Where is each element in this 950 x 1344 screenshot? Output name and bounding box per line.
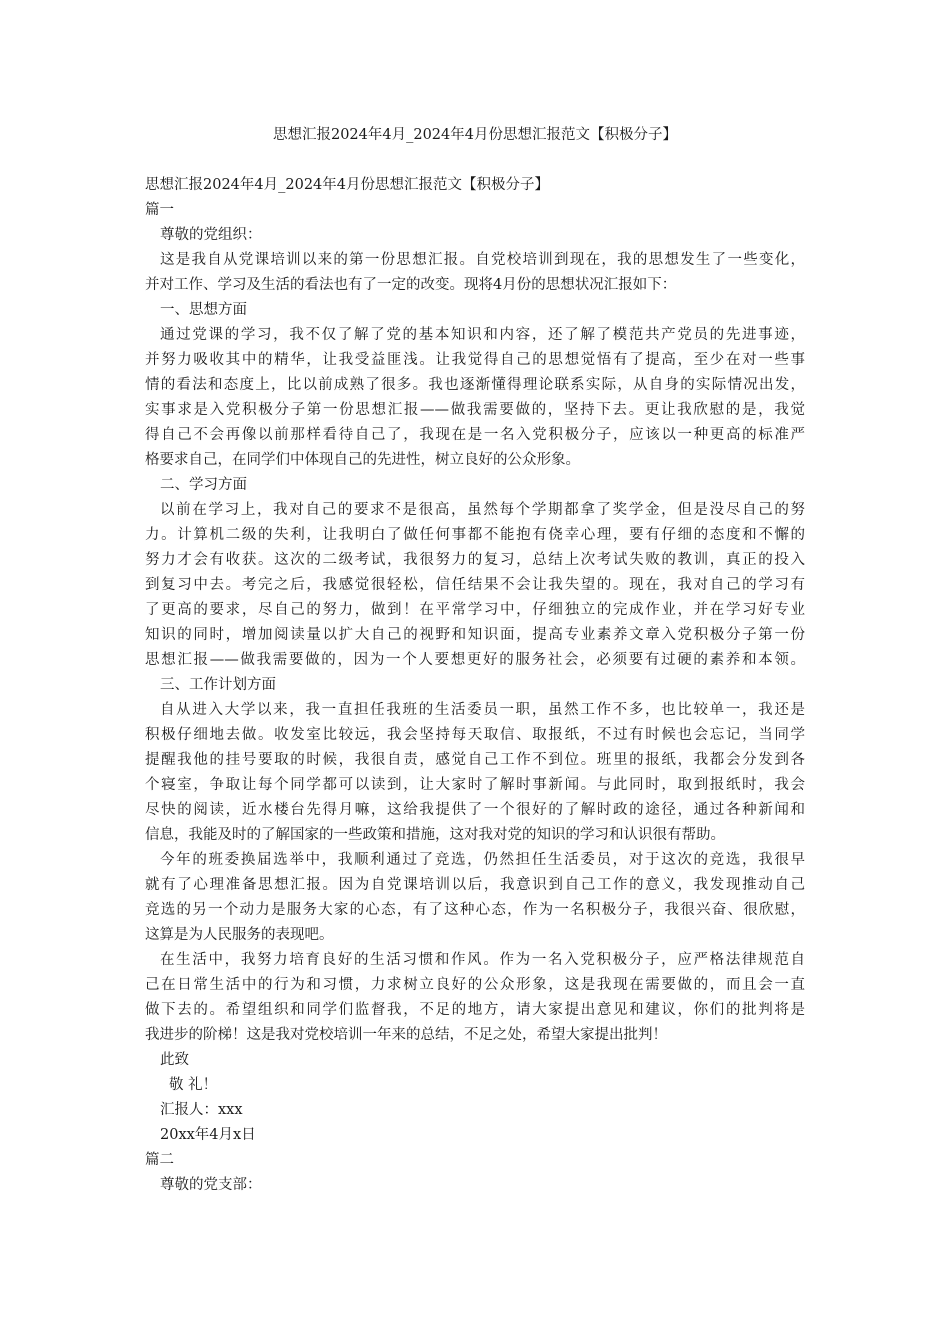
text-line: 尊敬的党支部：	[160, 1177, 262, 1193]
text-line: 积极仔细地去做。收发室比较远，我会坚持每天取信、取报纸，不过有时候也会忘记，当同学	[145, 727, 805, 743]
text-line: 竞选的另一个动力是服务大家的心态，有了这种心态，作为一名积极分子，我很兴奋、很欣慰，	[145, 902, 805, 918]
text-line: 了更高的要求，尽自己的努力，做到！在平常学习中，仔细独立的完成作业，并在学习好专业	[145, 602, 805, 618]
text-line: 就有了心理准备思想汇报。因为自党课培训以后，我意识到自己工作的意义，我发现推动自己	[145, 877, 805, 893]
text-line: 思想汇报——做我需要做的，因为一个人要想更好的服务社会，必须要有过硬的素养和本领。	[145, 652, 805, 668]
text-line: 个寝室，争取让每个同学都可以读到，让大家时了解时事新闻。与此同时，取到报纸时，我会	[145, 777, 805, 793]
text-line: 二、学习方面	[160, 477, 247, 493]
text-line: 得自己不会再像以前那样看待自己了，我现在是一名入党积极分子，应该以一种更高的标准严	[145, 427, 805, 443]
text-line: 情的看法和态度上，比以前成熟了很多。我也逐渐懂得理论联系实际，从自身的实际情况出发，	[145, 377, 805, 393]
text-line: 努力才会有收获。这次的二级考试，我很努力的复习，总结上次考试失败的教训，真正的投入	[145, 552, 805, 568]
text-line: 知识的同时，增加阅读量以扩大自己的视野和知识面，提高专业素养文章入党积极分子第一份	[145, 627, 805, 643]
text-line: 此致	[160, 1052, 189, 1068]
text-line: 己在日常生活中的行为和习惯，力求树立良好的公众形象，这是我现在需要做的，而且会一直	[145, 977, 805, 993]
text-line: 信息，我能及时的了解国家的一些政策和措施，这对我对党的知识的学习和认识很有帮助。	[145, 827, 725, 843]
text-line: 并努力吸收其中的精华，让我受益匪浅。让我觉得自己的思想觉悟有了提高，至少在对一些事	[145, 352, 805, 368]
text-line: 这算是为人民服务的表现吧。	[145, 927, 334, 943]
text-line: 我进步的阶梯！这是我对党校培训一年来的总结，不足之处，希望大家提出批判！	[145, 1027, 667, 1043]
text-line: 一、思想方面	[160, 302, 247, 318]
text-line: 尽快的阅读，近水楼台先得月嘛，这给我提供了一个很好的了解时政的途径，通过各种新闻和	[145, 802, 805, 818]
document-body	[145, 173, 805, 1198]
text-line: 尊敬的党组织：	[160, 227, 262, 243]
text-line: 提醒我他的挂号要取的时候，我很自责，感觉自己工作不到位。班里的报纸，我都会分发到各	[145, 752, 805, 768]
text-line: 今年的班委换届选举中，我顺利通过了竞选，仍然担任生活委员，对于这次的竞选，我很早	[160, 852, 805, 868]
text-line: 格要求自己，在同学们中体现自己的先进性，树立良好的公众形象。	[145, 452, 580, 468]
text-line: 篇二	[145, 1152, 174, 1168]
text-line: 通过党课的学习，我不仅了解了党的基本知识和内容，还了解了模范共产党员的先进事迹，	[160, 327, 805, 343]
text-line: 思想汇报2024年4月_2024年4月份思想汇报范文【积极分子】	[145, 177, 550, 193]
text-line: 汇报人：xxx	[160, 1102, 243, 1118]
text-line: 自从进入大学以来，我一直担任我班的生活委员一职，虽然工作不多，也比较单一，我还是	[160, 702, 805, 718]
text-line: 这是我自从党课培训以来的第一份思想汇报。自党校培训到现在，我的思想发生了一些变化，	[160, 252, 805, 268]
text-line: 20xx年4月x日	[160, 1127, 256, 1143]
page-title: 思想汇报2024年4月_2024年4月份思想汇报范文【积极分子】	[272, 127, 677, 143]
text-line: 到复习中去。考完之后，我感觉很轻松，信任结果不会让我失望的。现在，我对自己的学习有	[145, 577, 805, 593]
text-line: 做下去的。希望组织和同学们监督我，不足的地方，请大家提出意见和建议，你们的批判将是	[145, 1002, 805, 1018]
text-line: 并对工作、学习及生活的看法也有了一定的改变。现将4月份的思想状况汇报如下：	[145, 277, 677, 293]
text-line: 力。计算机二级的失利，让我明白了做任何事都不能抱有侥幸心理，要有仔细的态度和不懈的	[145, 527, 805, 543]
text-line: 实事求是入党积极分子第一份思想汇报——做我需要做的，坚持下去。更让我欣慰的是，我觉	[145, 402, 805, 418]
text-line: 三、工作计划方面	[160, 677, 276, 693]
text-line: 在生活中，我努力培育良好的生活习惯和作风。作为一名入党积极分子，应严格法律规范自	[160, 952, 805, 968]
text-line: 篇一	[145, 202, 174, 218]
text-line: 以前在学习上，我对自己的要求不是很高，虽然每个学期都拿了奖学金，但是没尽自己的努	[160, 502, 805, 518]
text-line: 敬 礼！	[169, 1077, 218, 1093]
